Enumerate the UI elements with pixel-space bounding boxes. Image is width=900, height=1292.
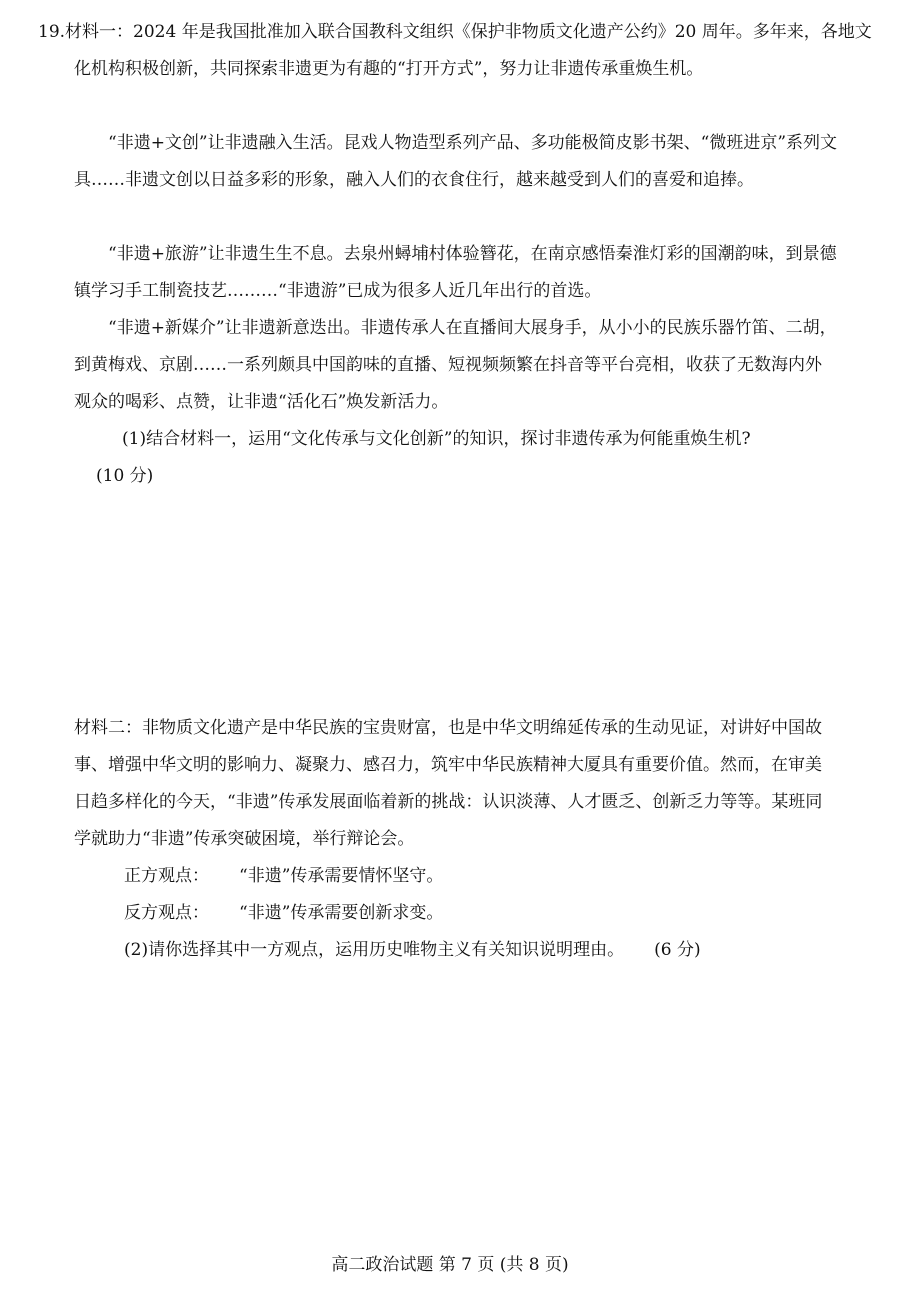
material-1-intro-text: 材料一：2024 年是我国批准加入联合国教科文组织《保护非物质文化遗产公约》20 周年。多年来，各地文化机构积极创新，共同探索非遗更为有趣的“打开方式”，努力让非遗传承重焕生机。 [65, 22, 872, 79]
material-2-intro: 材料二：非物质文化遗产是中华民族的宝贵财富，也是中华文明绵延传承的生动见证，对讲好中国故事、增强中华文明的影响力、凝聚力、感召力，筑牢中华民族精神大厦具有重要价值。然而，在审美日趋多样化的今天，“非遗”传承发展面临着新的挑战：认识淡薄、人才匮乏、创新乏力等等。某班同学就助力“非遗”传承突破困境，举行辩论会。 [74, 718, 823, 849]
sub-question-1-text: (1)结合材料一，运用“文化传承与文化创新”的知识，探讨非遗传承为何能重焕生机? [122, 429, 751, 449]
answer-area-1[interactable] [74, 500, 838, 710]
answer-area-2[interactable] [74, 980, 838, 1230]
pro-viewpoint-label: 正方观点： [124, 866, 209, 886]
con-viewpoint [124, 895, 443, 932]
material-1-paragraph-xinmeijie: “非遗+新媒介”让非遗新意迭出。非遗传承人在直播间大展身手，从小小的民族乐器竹笛、二胡，到黄梅戏、京剧……一系列颇具中国韵味的直播、短视频频繁在抖音等平台亮相，收获了无数海内外观众的喝彩、点赞，让非遗“活化石”焕发新活力。 [74, 318, 837, 412]
sub-question-2-text: (2)请你选择其中一方观点，运用历史唯物主义有关知识说明理由。 [124, 940, 625, 960]
sub-question-1 [88, 421, 838, 458]
material-1-paragraph-wenchuang: “非遗+文创”让非遗融入生活。昆戏人物造型系列产品、多功能极简皮影书架、“微班进京”系列文具……非遗文创以日益多彩的形象，融入人们的衣食住行，越来越受到人们的喜爱和追捧。 [74, 133, 838, 190]
con-viewpoint-text: “非遗”传承需要创新求变。 [239, 903, 444, 923]
con-viewpoint-label: 反方观点： [124, 903, 209, 923]
material-1-paragraph-lvyou: “非遗+旅游”让非遗生生不息。去泉州蟳埔村体验簪花，在南京感悟秦淮灯彩的国潮韵味，到景德镇学习手工制瓷技艺………“非遗游”已成为很多人近几年出行的首选。 [74, 244, 837, 301]
question-19-material-1-intro [38, 14, 874, 88]
sub-question-1-score: (10 分) [96, 466, 154, 486]
question-number: 19. [38, 22, 66, 42]
sub-question-2 [124, 932, 701, 969]
pro-viewpoint [124, 858, 443, 895]
sub-question-2-score: (6 分) [654, 940, 701, 960]
pro-viewpoint-text: “非遗”传承需要情怀坚守。 [239, 866, 444, 886]
page-footer: 高二政治试题 第 7 页 (共 8 页) [331, 1255, 569, 1275]
